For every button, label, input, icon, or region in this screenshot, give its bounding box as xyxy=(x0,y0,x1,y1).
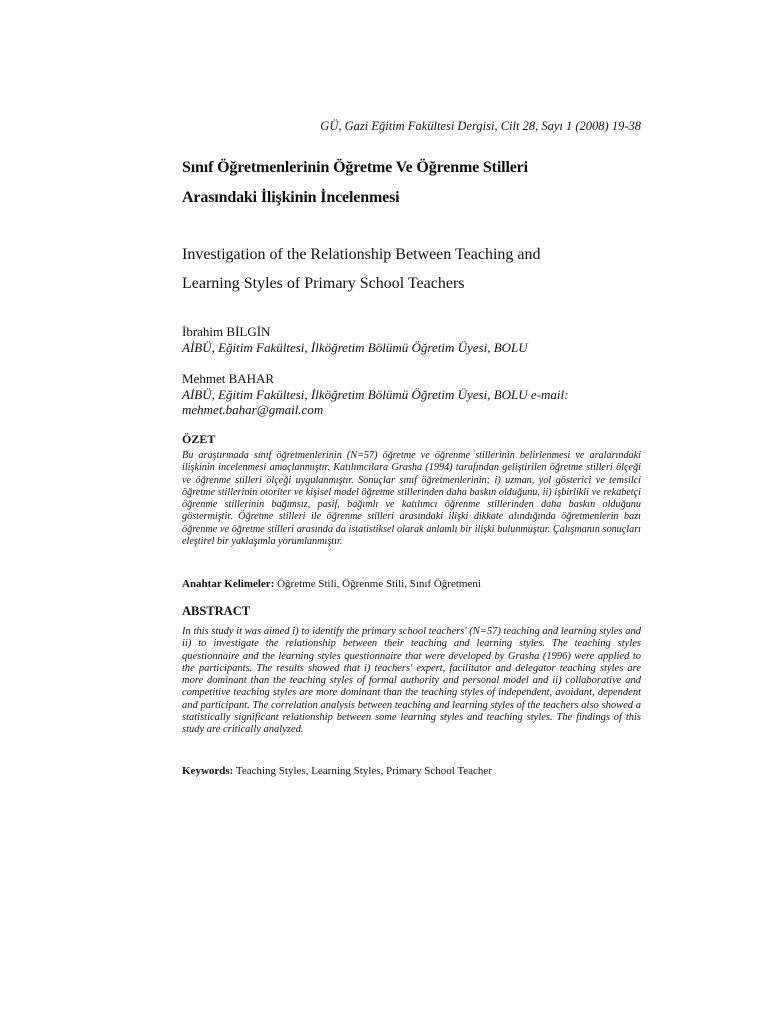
author-block-2 xyxy=(182,371,642,418)
turkish-keywords-label: Anahtar Kelimeler: xyxy=(182,578,275,590)
turkish-keywords-value: Öğretme Stili, Öğrenme Stili, Sınıf Öğretmeni xyxy=(277,578,481,590)
english-title-line-1: Investigation of the Relationship Between Teaching and xyxy=(182,246,541,263)
author-name: Mehmet BAHAR xyxy=(182,371,275,386)
author-name: İbrahim BİLGİN xyxy=(182,324,271,339)
english-keywords xyxy=(182,765,642,777)
author-email: mehmet.bahar@gmail.com xyxy=(182,402,324,417)
author-block-1 xyxy=(182,324,642,355)
turkish-title xyxy=(182,153,642,213)
turkish-title-line-1: Sınıf Öğretmenlerinin Öğretme Ve Öğrenme Stilleri xyxy=(182,159,528,176)
english-title-line-2: Learning Styles of Primary School Teachers xyxy=(182,275,465,292)
abstract-text: In this study it was aimed i) to identify the primary school teachers' (N=57) teaching and learning styles and ii) to investigate the relationship between their teaching and learning styles. The teaching styles questionnaire and the learning styles questionnaire that were developed by Grasha (1996) were applied to the participants. The results showed that i) teachers' expert, facilitator and delegator teaching styles are more dominant than the teaching styles of formal authority and personal model and ii) collaborative and competitive teaching styles are more dominant than the teaching styles of independent, avoidant, dependent and participant. The correlation analysis between teaching and learning styles of the teachers also showed a statistically significant relationship between some learning styles and teaching styles. The findings of this study are critically analyzed. xyxy=(182,626,641,736)
turkish-keywords xyxy=(182,578,642,590)
english-title xyxy=(182,240,642,298)
abstract-heading: ABSTRACT xyxy=(182,604,251,618)
author-affiliation: AİBÜ, Eğitim Fakültesi, İlköğretim Bölümü Öğretim Üyesi, BOLU e-mail: xyxy=(182,386,569,402)
ozet-heading: ÖZET xyxy=(182,432,216,446)
author-affiliation: AİBÜ, Eğitim Fakültesi, İlköğretim Bölümü Öğretim Üyesi, BOLU xyxy=(182,339,528,355)
english-keywords-value: Teaching Styles, Learning Styles, Primary School Teacher xyxy=(235,765,492,777)
turkish-title-line-2: Arasındaki İlişkinin İncelenmesi xyxy=(182,189,400,206)
journal-header: GÜ, Gazi Eğitim Fakültesi Dergisi, Cilt 28, Sayı 1 (2008) 19-38 xyxy=(320,119,641,133)
english-keywords-label: Keywords: xyxy=(182,765,234,777)
ozet-text: Bu araştırmada sınıf öğretmenlerinin (N=57) öğretme ve öğrenme stillerinin belirlenmesi ve aralarındaki ilişkinin incelenmesi amaçlanmıştır. Katılımcılara Grasha (1994) tarafından geliştirilen öğretme stilleri ölçeği ve öğrenme stilleri ölçeği uygulanmıştır. Sonuçlar sınıf öğretmenlerinin; i) uzman, yol gösterici ve temsilci öğretme stillerinin otoriter ve kişisel model öğretme stillerinden daha baskın olduğunu, ii) işbirlikli ve rekabetçi öğrenme stillerinin bağımsız, pasif, bağımlı ve katılımcı öğrenme stillerinden daha baskın olduğunu göstermiştir. Öğretme stilleri ile öğrenme stilleri arasındaki ilişki dikkate alındığında öğretmenlerin bazı öğrenme ve öğretme stilleri arasında da istatistiksel olarak anlamlı bir ilişki bulunmuştur. Çalışmanın sonuçları eleştirel bir yaklaşımla yorumlanmıştır. xyxy=(182,450,641,548)
